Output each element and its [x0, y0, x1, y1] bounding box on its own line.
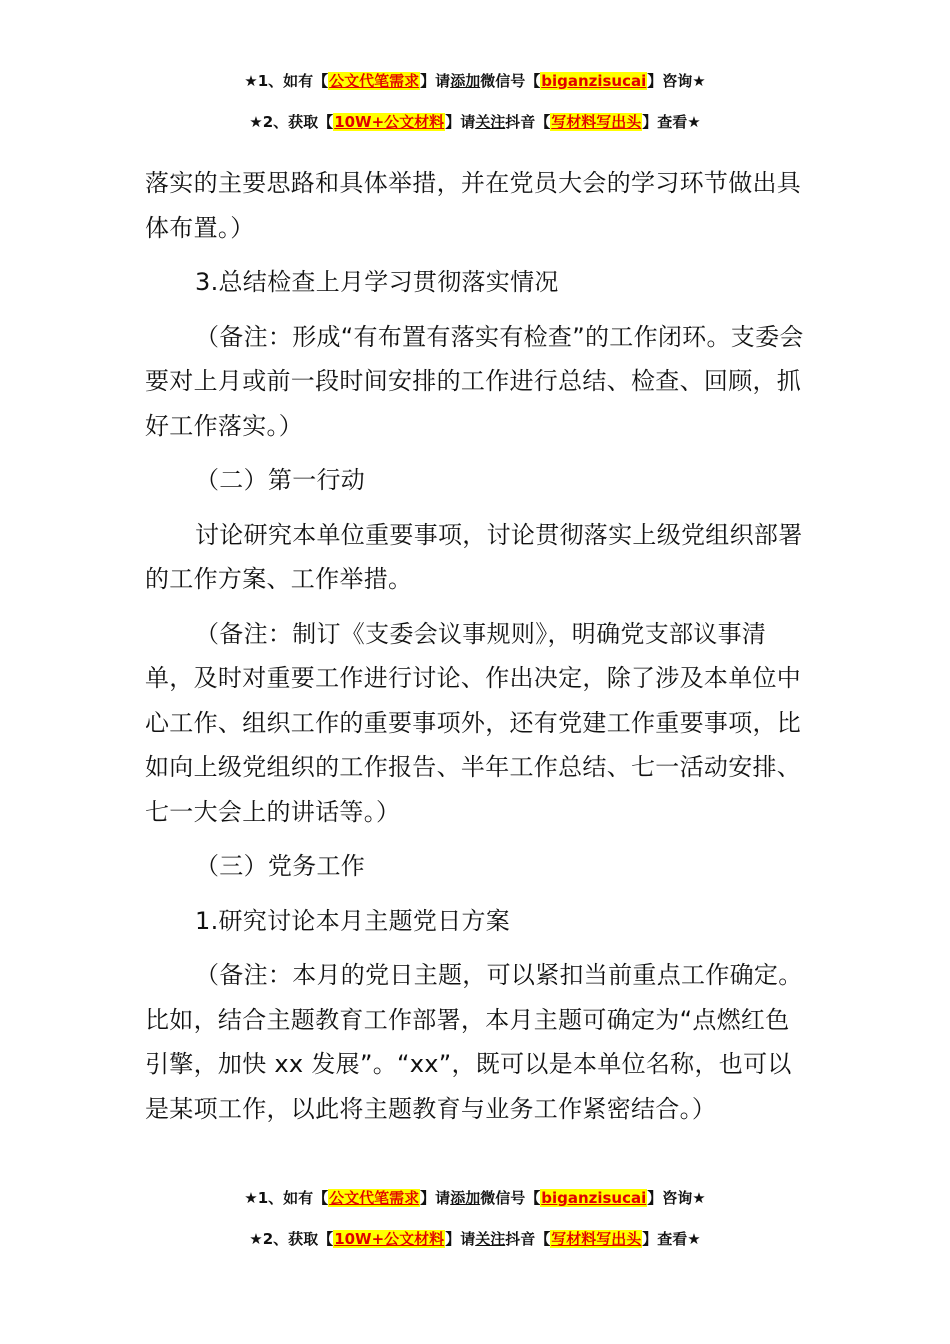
header-line1-suffix: 】咨询★: [647, 72, 706, 90]
header-line1-mid2: 微信号【: [480, 72, 541, 90]
header-line2-prefix: ★2、获取【: [249, 113, 334, 131]
section-heading-first-action: （二）第一行动: [195, 466, 366, 494]
header-line2-mid1: 】请: [445, 113, 476, 131]
note-paragraph-closed-loop: （备注：形成“有布置有落实有检查”的工作闭环。支委会要对上月或前一段时间安排的工作进行总结、检查、回顾，抓好工作落实。）: [145, 322, 804, 440]
header-line1-mid1: 】请: [420, 72, 451, 90]
paragraph-discuss-matters: 讨论研究本单位重要事项，讨论贯彻落实上级党组织部署的工作方案、工作举措。: [145, 520, 803, 593]
footer-line1-emphasis: 添加: [450, 1189, 481, 1207]
footer-line1-highlight-wechat: biganzisucai: [541, 1189, 647, 1207]
footer-ad-line-2: [0, 1228, 950, 1250]
header-line1-highlight-service: 公文代笔需求: [329, 72, 420, 90]
footer-line2-prefix: ★2、获取【: [249, 1230, 334, 1248]
heading-item-3: 3.总结检查上月学习贯彻落实情况: [195, 268, 559, 296]
header-line1-emphasis: 添加: [450, 72, 481, 90]
footer-ad-line-1: [0, 1187, 950, 1209]
header-line2-highlight-materials: 10W+公文材料: [334, 113, 445, 131]
footer-line1-suffix: 】咨询★: [647, 1189, 706, 1207]
header-ad-line-1: [0, 70, 950, 92]
paragraph-continuation: 落实的主要思路和具体举措，并在党员大会的学习环节做出具体布置。）: [145, 169, 802, 242]
footer-line2-emphasis: 关注: [475, 1230, 506, 1248]
footer-line1-mid1: 】请: [420, 1189, 451, 1207]
heading-item-1: 1.研究讨论本月主题党日方案: [195, 906, 511, 935]
header-line2-emphasis: 关注: [475, 113, 506, 131]
header-line2-highlight-douyin: 写材料写出头: [551, 113, 642, 131]
header-line1-highlight-wechat: biganzisucai: [541, 72, 647, 90]
footer-line2-highlight-douyin: 写材料写出头: [551, 1230, 642, 1248]
note-paragraph-rules: （备注：制订《支委会议事规则》，明确党支部议事清单，及时对重要工作进行讨论、作出决定，除了涉及本单位中心工作、组织工作的重要事项外，还有党建工作重要事项，比如向上级党组织的工作报告、半年工作总结、七一活动安排、七一大会上的讲话等。）: [145, 619, 802, 826]
footer-line2-highlight-materials: 10W+公文材料: [334, 1230, 445, 1248]
document-body: [145, 161, 810, 1131]
footer-line2-mid1: 】请: [445, 1230, 476, 1248]
header-line1-prefix: ★1、如有【: [244, 72, 329, 90]
footer-line1-highlight-service: 公文代笔需求: [329, 1189, 420, 1207]
footer-line2-mid2: 抖音【: [505, 1230, 551, 1248]
header-ad-line-2: [0, 111, 950, 133]
header-line2-mid2: 抖音【: [505, 113, 551, 131]
footer-line1-mid2: 微信号【: [480, 1189, 541, 1207]
section-heading-party-affairs: （三）党务工作: [195, 852, 366, 880]
footer-line1-prefix: ★1、如有【: [244, 1189, 329, 1207]
footer-line2-suffix: 】查看★: [642, 1230, 701, 1248]
note-paragraph-theme-day: （备注：本月的党日主题，可以紧扣当前重点工作确定。比如，结合主题教育工作部署，本月主题可确定为“点燃红色引擎，加快 xx 发展”。“xx”，既可以是本单位名称，也可以是某项工作，以此将主题教育与业务工作紧密结合。）: [145, 961, 803, 1123]
header-line2-suffix: 】查看★: [642, 113, 701, 131]
